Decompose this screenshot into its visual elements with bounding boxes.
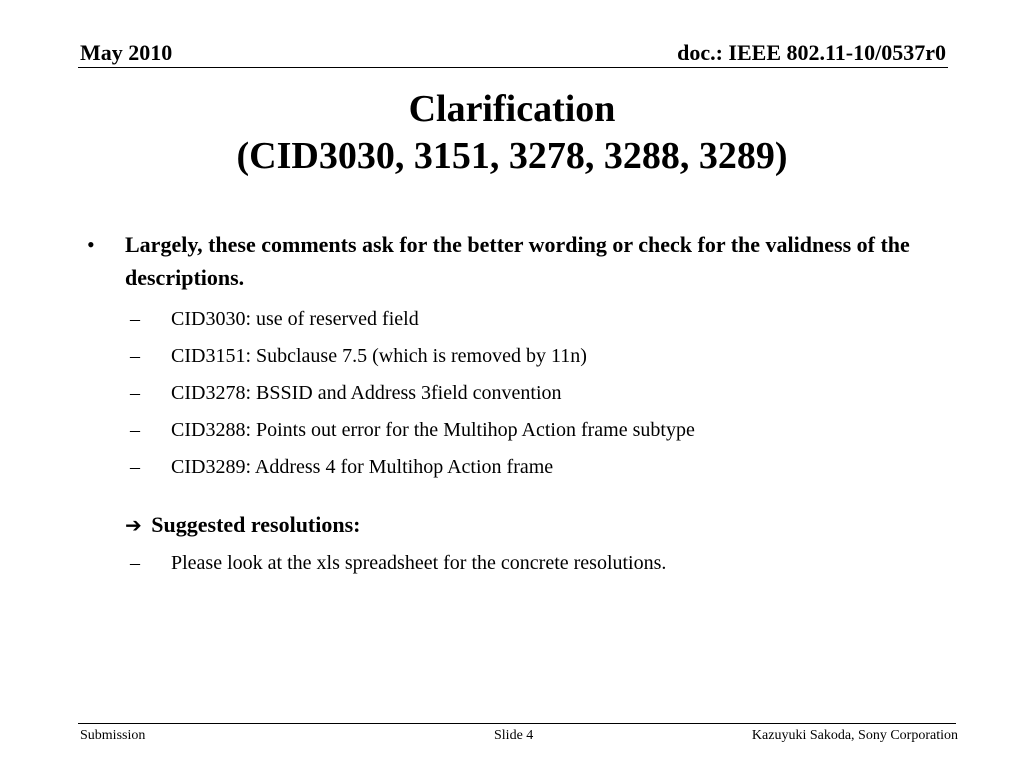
resolution-list xyxy=(85,545,965,582)
list-item: – Please look at the xls spreadsheet for the concrete resolutions. xyxy=(130,552,667,574)
slide-title-line-2: (CID3030, 3151, 3278, 3288, 3289) xyxy=(236,135,788,177)
list-item-text: CID3288: Points out error for the Multihop Action frame subtype xyxy=(171,419,695,441)
arrow-right-icon: ➔ xyxy=(125,513,142,537)
resolution-heading-text: Suggested resolutions: xyxy=(151,512,361,537)
slide-title-line-1: Clarification xyxy=(408,88,616,130)
main-bullet-text: Largely, these comments ask for the better wording or check for the validness of the descriptions. xyxy=(125,232,910,290)
bullet-dot-icon: • xyxy=(87,232,95,257)
header-divider xyxy=(78,67,948,68)
list-item: – CID3288: Points out error for the Multihop Action frame subtype xyxy=(130,419,695,441)
cid-list xyxy=(85,301,965,486)
list-item: – CID3151: Subclause 7.5 (which is removed by 11n) xyxy=(130,345,587,367)
list-item: – CID3030: use of reserved field xyxy=(130,308,419,330)
main-bullet xyxy=(85,228,965,294)
footer-author: Kazuyuki Sakoda, Sony Corporation xyxy=(751,728,958,743)
footer-submission: Submission xyxy=(80,728,146,743)
list-item-text: CID3278: BSSID and Address 3field convention xyxy=(171,382,562,404)
list-item-text: CID3289: Address 4 for Multihop Action frame xyxy=(171,456,554,478)
header-doc-id: doc.: IEEE 802.11-10/0537r0 xyxy=(677,40,946,65)
footer-slide-number: Slide 4 xyxy=(494,728,534,743)
slide-title xyxy=(0,86,1024,180)
list-item-text: Please look at the xls spreadsheet for the concrete resolutions. xyxy=(171,552,667,574)
footer-divider xyxy=(78,723,956,724)
list-item-text: CID3151: Subclause 7.5 (which is removed by 11n) xyxy=(171,345,587,367)
list-item-text: CID3030: use of reserved field xyxy=(171,308,419,330)
header-date: May 2010 xyxy=(80,40,173,65)
resolution-heading xyxy=(85,507,965,543)
list-item: – CID3278: BSSID and Address 3field convention xyxy=(130,382,562,404)
list-item: – CID3289: Address 4 for Multihop Action frame xyxy=(130,456,554,478)
slide-content xyxy=(85,228,965,582)
